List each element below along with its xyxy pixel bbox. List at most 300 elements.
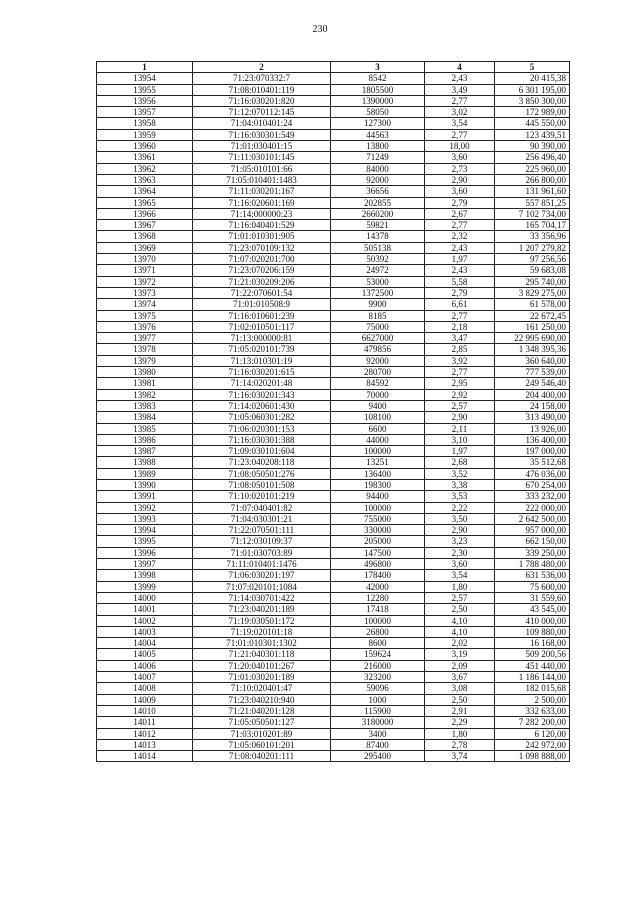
table-cell-col-5: 332 633,00	[495, 705, 570, 716]
table-cell-col-4: 2,11	[425, 423, 495, 434]
table-cell-col-1: 13990	[97, 479, 193, 490]
table-cell-col-1: 13958	[97, 118, 193, 129]
table-cell-col-4: 2,77	[425, 367, 495, 378]
table-cell-col-1: 13956	[97, 95, 193, 106]
table-row	[97, 423, 570, 434]
table-cell-col-3: 44563	[331, 129, 425, 140]
table-cell-col-2: 71:14:020601:430	[193, 400, 331, 411]
table-cell-col-5: 22 672,45	[495, 310, 570, 321]
table-cell-col-5: 43 545,00	[495, 604, 570, 615]
table-cell-col-4: 1,97	[425, 446, 495, 457]
table-row	[97, 536, 570, 547]
table-cell-col-3: 53000	[331, 276, 425, 287]
table-cell-col-1: 13966	[97, 208, 193, 219]
table-row	[97, 163, 570, 174]
table-cell-col-5: 509 200,56	[495, 649, 570, 660]
table-cell-col-2: 71:05:050501:127	[193, 717, 331, 728]
column-header-3: 3	[331, 62, 425, 73]
table-cell-col-1: 14012	[97, 728, 193, 739]
table-row	[97, 570, 570, 581]
table-cell-col-2: 71:01:030401:15	[193, 141, 331, 152]
table-cell-col-3: 202855	[331, 197, 425, 208]
table-cell-col-3: 108100	[331, 412, 425, 423]
table-cell-col-2: 71:02:010501:117	[193, 321, 331, 332]
table-cell-col-4: 1,80	[425, 728, 495, 739]
table-cell-col-5: 3 850 300,00	[495, 95, 570, 106]
table-cell-col-4: 3,53	[425, 491, 495, 502]
table-cell-col-2: 71:06:030201:197	[193, 570, 331, 581]
table-cell-col-1: 14009	[97, 694, 193, 705]
table-cell-col-1: 13968	[97, 231, 193, 242]
table-cell-col-3: 1000	[331, 694, 425, 705]
table-cell-col-3: 92000	[331, 355, 425, 366]
table-cell-col-1: 13985	[97, 423, 193, 434]
table-cell-col-5: 222 000,00	[495, 502, 570, 513]
table-cell-col-4: 2,43	[425, 73, 495, 84]
table-cell-col-5: 182 015,68	[495, 683, 570, 694]
table-cell-col-4: 2,22	[425, 502, 495, 513]
table-row	[97, 513, 570, 524]
table-cell-col-3: 295400	[331, 751, 425, 762]
table-cell-col-1: 14006	[97, 660, 193, 671]
table-cell-col-3: 9400	[331, 400, 425, 411]
table-cell-col-4: 2,67	[425, 208, 495, 219]
table-cell-col-5: 1 207 279,82	[495, 242, 570, 253]
table-cell-col-1: 13995	[97, 536, 193, 547]
table-cell-col-2: 71:19:030501:172	[193, 615, 331, 626]
table-cell-col-1: 14004	[97, 638, 193, 649]
table-header-row	[97, 62, 570, 73]
table-row	[97, 705, 570, 716]
table-cell-col-1: 13979	[97, 355, 193, 366]
table-cell-col-1: 13994	[97, 525, 193, 536]
table-cell-col-5: 35 512,68	[495, 457, 570, 468]
table-cell-col-4: 2,85	[425, 344, 495, 355]
table-row	[97, 615, 570, 626]
table-cell-col-4: 2,78	[425, 739, 495, 750]
table-cell-col-1: 14007	[97, 672, 193, 683]
table-cell-col-5: 3 829 275,00	[495, 287, 570, 298]
table-row	[97, 592, 570, 603]
table-cell-col-2: 71:14:000000:23	[193, 208, 331, 219]
table-cell-col-5: 90 390,00	[495, 141, 570, 152]
table-cell-col-4: 2,32	[425, 231, 495, 242]
table-cell-col-5: 136 400,00	[495, 434, 570, 445]
table-cell-col-4: 18,00	[425, 141, 495, 152]
table-cell-col-5: 225 960,00	[495, 163, 570, 174]
table-cell-col-3: 92000	[331, 174, 425, 185]
table-cell-col-2: 71:16:030201:343	[193, 389, 331, 400]
table-cell-col-1: 13991	[97, 491, 193, 502]
table-cell-col-4: 2,43	[425, 265, 495, 276]
table-cell-col-2: 71:16:040401:529	[193, 220, 331, 231]
table-row	[97, 367, 570, 378]
table-cell-col-4: 2,73	[425, 163, 495, 174]
table-row	[97, 174, 570, 185]
table-cell-col-3: 36656	[331, 186, 425, 197]
table-row	[97, 683, 570, 694]
table-cell-col-5: 97 256,56	[495, 254, 570, 265]
table-cell-col-5: 172 989,00	[495, 107, 570, 118]
table-row	[97, 95, 570, 106]
table-cell-col-5: 333 232,00	[495, 491, 570, 502]
table-cell-col-2: 71:05:020101:739	[193, 344, 331, 355]
table-cell-col-4: 3,60	[425, 559, 495, 570]
table-cell-col-3: 127300	[331, 118, 425, 129]
table-cell-col-4: 3,60	[425, 186, 495, 197]
table-cell-col-2: 71:08:050501:276	[193, 468, 331, 479]
table-row	[97, 581, 570, 592]
table-row	[97, 457, 570, 468]
table-cell-col-4: 3,60	[425, 152, 495, 163]
table-cell-col-5: 360 640,00	[495, 355, 570, 366]
table-cell-col-3: 198300	[331, 479, 425, 490]
table-cell-col-5: 410 000,00	[495, 615, 570, 626]
table-row	[97, 254, 570, 265]
table-cell-col-1: 13963	[97, 174, 193, 185]
table-cell-col-3: 17418	[331, 604, 425, 615]
table-cell-col-1: 13978	[97, 344, 193, 355]
table-row	[97, 299, 570, 310]
table-cell-col-1: 13969	[97, 242, 193, 253]
table-cell-col-4: 5,58	[425, 276, 495, 287]
table-cell-col-5: 451 440,00	[495, 660, 570, 671]
table-cell-col-4: 3,08	[425, 683, 495, 694]
table-row	[97, 321, 570, 332]
table-cell-col-2: 71:23:040201:189	[193, 604, 331, 615]
table-row	[97, 333, 570, 344]
table-cell-col-5: 266 800,00	[495, 174, 570, 185]
table-cell-col-3: 479856	[331, 344, 425, 355]
table-cell-col-3: 12280	[331, 592, 425, 603]
table-cell-col-4: 3,67	[425, 672, 495, 683]
table-cell-col-2: 71:14:020201:48	[193, 378, 331, 389]
table-cell-col-1: 13971	[97, 265, 193, 276]
table-cell-col-4: 2,29	[425, 717, 495, 728]
table-cell-col-1: 13977	[97, 333, 193, 344]
table-row	[97, 717, 570, 728]
table-cell-col-2: 71:01:010301:905	[193, 231, 331, 242]
table-cell-col-1: 13955	[97, 84, 193, 95]
data-table	[96, 61, 570, 762]
table-row	[97, 231, 570, 242]
table-row	[97, 152, 570, 163]
table-cell-col-1: 13984	[97, 412, 193, 423]
table-cell-col-1: 13988	[97, 457, 193, 468]
table-cell-col-4: 2,90	[425, 412, 495, 423]
table-cell-col-3: 14378	[331, 231, 425, 242]
table-cell-col-3: 8600	[331, 638, 425, 649]
table-cell-col-2: 71:07:020101:1084	[193, 581, 331, 592]
table-cell-col-2: 71:21:030209:206	[193, 276, 331, 287]
table-cell-col-1: 13993	[97, 513, 193, 524]
table-cell-col-1: 14005	[97, 649, 193, 660]
table-row	[97, 525, 570, 536]
table-cell-col-3: 13251	[331, 457, 425, 468]
table-cell-col-4: 3,49	[425, 84, 495, 95]
table-cell-col-5: 24 158,00	[495, 400, 570, 411]
table-cell-col-1: 13996	[97, 547, 193, 558]
table-cell-col-2: 71:01:030201:189	[193, 672, 331, 683]
table-cell-col-4: 3,10	[425, 434, 495, 445]
table-cell-col-3: 6600	[331, 423, 425, 434]
table-cell-col-1: 13957	[97, 107, 193, 118]
table-cell-col-2: 71:07:040401:82	[193, 502, 331, 513]
table-row	[97, 479, 570, 490]
table-cell-col-5: 1 788 480,00	[495, 559, 570, 570]
table-cell-col-1: 13960	[97, 141, 193, 152]
table-cell-col-3: 70000	[331, 389, 425, 400]
table-cell-col-3: 42000	[331, 581, 425, 592]
table-cell-col-5: 670 254,00	[495, 479, 570, 490]
table-cell-col-3: 280700	[331, 367, 425, 378]
table-cell-col-4: 3,52	[425, 468, 495, 479]
table-row	[97, 186, 570, 197]
table-cell-col-2: 71:01:010301:1302	[193, 638, 331, 649]
table-cell-col-3: 323200	[331, 672, 425, 683]
table-cell-col-2: 71:16:010601:239	[193, 310, 331, 321]
table-cell-col-1: 14001	[97, 604, 193, 615]
table-cell-col-3: 8542	[331, 73, 425, 84]
table-row	[97, 468, 570, 479]
table-row	[97, 310, 570, 321]
table-cell-col-5: 777 539,00	[495, 367, 570, 378]
table-cell-col-2: 71:05:060101:201	[193, 739, 331, 750]
table-cell-col-4: 2,30	[425, 547, 495, 558]
table-cell-col-3: 6627000	[331, 333, 425, 344]
table-cell-col-4: 3,38	[425, 479, 495, 490]
table-cell-col-2: 71:11:010401:1476	[193, 559, 331, 570]
table-row	[97, 197, 570, 208]
table-cell-col-5: 2 500,00	[495, 694, 570, 705]
table-cell-col-2: 71:22:070601:54	[193, 287, 331, 298]
table-cell-col-2: 71:20:040101:267	[193, 660, 331, 671]
table-cell-col-5: 6 120,00	[495, 728, 570, 739]
table-cell-col-3: 13800	[331, 141, 425, 152]
table-cell-col-5: 631 536,00	[495, 570, 570, 581]
table-cell-col-1: 13982	[97, 389, 193, 400]
table-cell-col-1: 14008	[97, 683, 193, 694]
table-cell-col-1: 13959	[97, 129, 193, 140]
table-cell-col-1: 13974	[97, 299, 193, 310]
table-cell-col-5: 13 926,00	[495, 423, 570, 434]
table-row	[97, 728, 570, 739]
table-cell-col-1: 14013	[97, 739, 193, 750]
table-cell-col-4: 1,80	[425, 581, 495, 592]
table-cell-col-4: 2,77	[425, 310, 495, 321]
table-cell-col-5: 204 400,00	[495, 389, 570, 400]
table-cell-col-2: 71:23:040210:940	[193, 694, 331, 705]
table-cell-col-4: 2,50	[425, 694, 495, 705]
table-cell-col-1: 14010	[97, 705, 193, 716]
table-cell-col-2: 71:01:010508:9	[193, 299, 331, 310]
table-cell-col-3: 50392	[331, 254, 425, 265]
table-cell-col-2: 71:10:020401:47	[193, 683, 331, 694]
table-row	[97, 208, 570, 219]
table-cell-col-3: 100000	[331, 446, 425, 457]
table-cell-col-3: 71249	[331, 152, 425, 163]
table-cell-col-1: 13967	[97, 220, 193, 231]
table-cell-col-2: 71:19:020101:18	[193, 626, 331, 637]
table-cell-col-3: 3400	[331, 728, 425, 739]
table-cell-col-4: 3,54	[425, 570, 495, 581]
table-cell-col-4: 1,97	[425, 254, 495, 265]
column-header-5: 5	[495, 62, 570, 73]
table-cell-col-4: 2,57	[425, 592, 495, 603]
table-cell-col-2: 71:01:030703:89	[193, 547, 331, 558]
table-cell-col-4: 2,18	[425, 321, 495, 332]
table-row	[97, 604, 570, 615]
table-cell-col-3: 1390000	[331, 95, 425, 106]
table-row	[97, 389, 570, 400]
table-cell-col-3: 330000	[331, 525, 425, 536]
table-cell-col-5: 445 550,00	[495, 118, 570, 129]
table-cell-col-3: 44000	[331, 434, 425, 445]
table-row	[97, 129, 570, 140]
table-cell-col-2: 71:08:050101:508	[193, 479, 331, 490]
table-cell-col-2: 71:23:040208:118	[193, 457, 331, 468]
table-cell-col-4: 3,19	[425, 649, 495, 660]
table-row	[97, 739, 570, 750]
table-cell-col-1: 13999	[97, 581, 193, 592]
table-cell-col-4: 6,61	[425, 299, 495, 310]
table-cell-col-3: 3180000	[331, 717, 425, 728]
column-header-2: 2	[193, 62, 331, 73]
table-cell-col-2: 71:05:060301:282	[193, 412, 331, 423]
table-cell-col-2: 71:09:030101:604	[193, 446, 331, 457]
table-cell-col-5: 7 102 734,00	[495, 208, 570, 219]
table-cell-col-1: 13987	[97, 446, 193, 457]
table-cell-col-5: 2 642 500,00	[495, 513, 570, 524]
table-cell-col-1: 13976	[97, 321, 193, 332]
table-body	[97, 73, 570, 762]
table-cell-col-3: 24972	[331, 265, 425, 276]
table-cell-col-3: 2660200	[331, 208, 425, 219]
table-cell-col-3: 84592	[331, 378, 425, 389]
table-row	[97, 649, 570, 660]
table-row	[97, 660, 570, 671]
table-cell-col-4: 3,74	[425, 751, 495, 762]
table-cell-col-4: 2,77	[425, 129, 495, 140]
table-cell-col-2: 71:16:030201:615	[193, 367, 331, 378]
table-row	[97, 265, 570, 276]
table-row	[97, 73, 570, 84]
table-cell-col-3: 159624	[331, 649, 425, 660]
table-cell-col-5: 22 995 690,00	[495, 333, 570, 344]
table-cell-col-4: 2,79	[425, 287, 495, 298]
table-cell-col-3: 8185	[331, 310, 425, 321]
table-cell-col-2: 71:13:000000:81	[193, 333, 331, 344]
table-cell-col-2: 71:04:010401:24	[193, 118, 331, 129]
table-cell-col-4: 2,50	[425, 604, 495, 615]
column-header-1: 1	[97, 62, 193, 73]
table-cell-col-4: 3,23	[425, 536, 495, 547]
table-row	[97, 751, 570, 762]
table-cell-col-1: 14000	[97, 592, 193, 603]
table-cell-col-2: 71:22:070501:111	[193, 525, 331, 536]
table-cell-col-5: 20 415,38	[495, 73, 570, 84]
table-cell-col-2: 71:03:010201:89	[193, 728, 331, 739]
table-cell-col-3: 147500	[331, 547, 425, 558]
table-cell-col-2: 71:08:010401:119	[193, 84, 331, 95]
table-cell-col-1: 13981	[97, 378, 193, 389]
table-cell-col-1: 13954	[97, 73, 193, 84]
table-cell-col-4: 4,10	[425, 626, 495, 637]
table-cell-col-5: 1 348 395,36	[495, 344, 570, 355]
table-cell-col-1: 13972	[97, 276, 193, 287]
table-cell-col-1: 13983	[97, 400, 193, 411]
table-row	[97, 491, 570, 502]
table-cell-col-2: 71:13:010301:19	[193, 355, 331, 366]
table-cell-col-5: 313 490,00	[495, 412, 570, 423]
table-cell-col-3: 59096	[331, 683, 425, 694]
table-cell-col-3: 496800	[331, 559, 425, 570]
table-cell-col-2: 71:23:070109:132	[193, 242, 331, 253]
table-cell-col-2: 71:23:070206:159	[193, 265, 331, 276]
table-cell-col-3: 59821	[331, 220, 425, 231]
table-row	[97, 220, 570, 231]
table-cell-col-4: 3,50	[425, 513, 495, 524]
table-row	[97, 344, 570, 355]
table-cell-col-5: 165 704,17	[495, 220, 570, 231]
table-cell-col-5: 16 168,00	[495, 638, 570, 649]
table-cell-col-3: 94400	[331, 491, 425, 502]
table-cell-col-2: 71:16:030301:549	[193, 129, 331, 140]
table-cell-col-2: 71:16:030301:388	[193, 434, 331, 445]
table-row	[97, 84, 570, 95]
table-cell-col-4: 4,10	[425, 615, 495, 626]
table-cell-col-4: 2,91	[425, 705, 495, 716]
table-cell-col-5: 6 301 195,00	[495, 84, 570, 95]
table-cell-col-2: 71:16:020601:169	[193, 197, 331, 208]
table-cell-col-3: 9900	[331, 299, 425, 310]
table-cell-col-1: 13961	[97, 152, 193, 163]
table-cell-col-1: 13964	[97, 186, 193, 197]
table-cell-col-4: 3,02	[425, 107, 495, 118]
table-row	[97, 446, 570, 457]
table-cell-col-2: 71:14:030701:422	[193, 592, 331, 603]
table-cell-col-3: 26800	[331, 626, 425, 637]
table-cell-col-4: 2,43	[425, 242, 495, 253]
table-row	[97, 141, 570, 152]
table-cell-col-1: 13965	[97, 197, 193, 208]
table-cell-col-4: 3,92	[425, 355, 495, 366]
table-row	[97, 276, 570, 287]
table-cell-col-4: 2,92	[425, 389, 495, 400]
table-cell-col-1: 13986	[97, 434, 193, 445]
table-cell-col-1: 13980	[97, 367, 193, 378]
table-cell-col-2: 71:16:030201:820	[193, 95, 331, 106]
column-header-4: 4	[425, 62, 495, 73]
table-cell-col-4: 2,09	[425, 660, 495, 671]
table-cell-col-3: 87400	[331, 739, 425, 750]
table-cell-col-4: 2,95	[425, 378, 495, 389]
table-cell-col-5: 161 250,00	[495, 321, 570, 332]
table-cell-col-3: 100000	[331, 502, 425, 513]
table-row	[97, 694, 570, 705]
table-cell-col-4: 3,47	[425, 333, 495, 344]
table-cell-col-4: 2,02	[425, 638, 495, 649]
table-cell-col-1: 14002	[97, 615, 193, 626]
table-row	[97, 626, 570, 637]
table-cell-col-2: 71:12:030109:37	[193, 536, 331, 547]
table-row	[97, 287, 570, 298]
table-cell-col-2: 71:06:020301:153	[193, 423, 331, 434]
table-cell-col-2: 71:04:030301:21	[193, 513, 331, 524]
table-cell-col-4: 2,77	[425, 220, 495, 231]
table-cell-col-4: 2,79	[425, 197, 495, 208]
table-cell-col-1: 13998	[97, 570, 193, 581]
